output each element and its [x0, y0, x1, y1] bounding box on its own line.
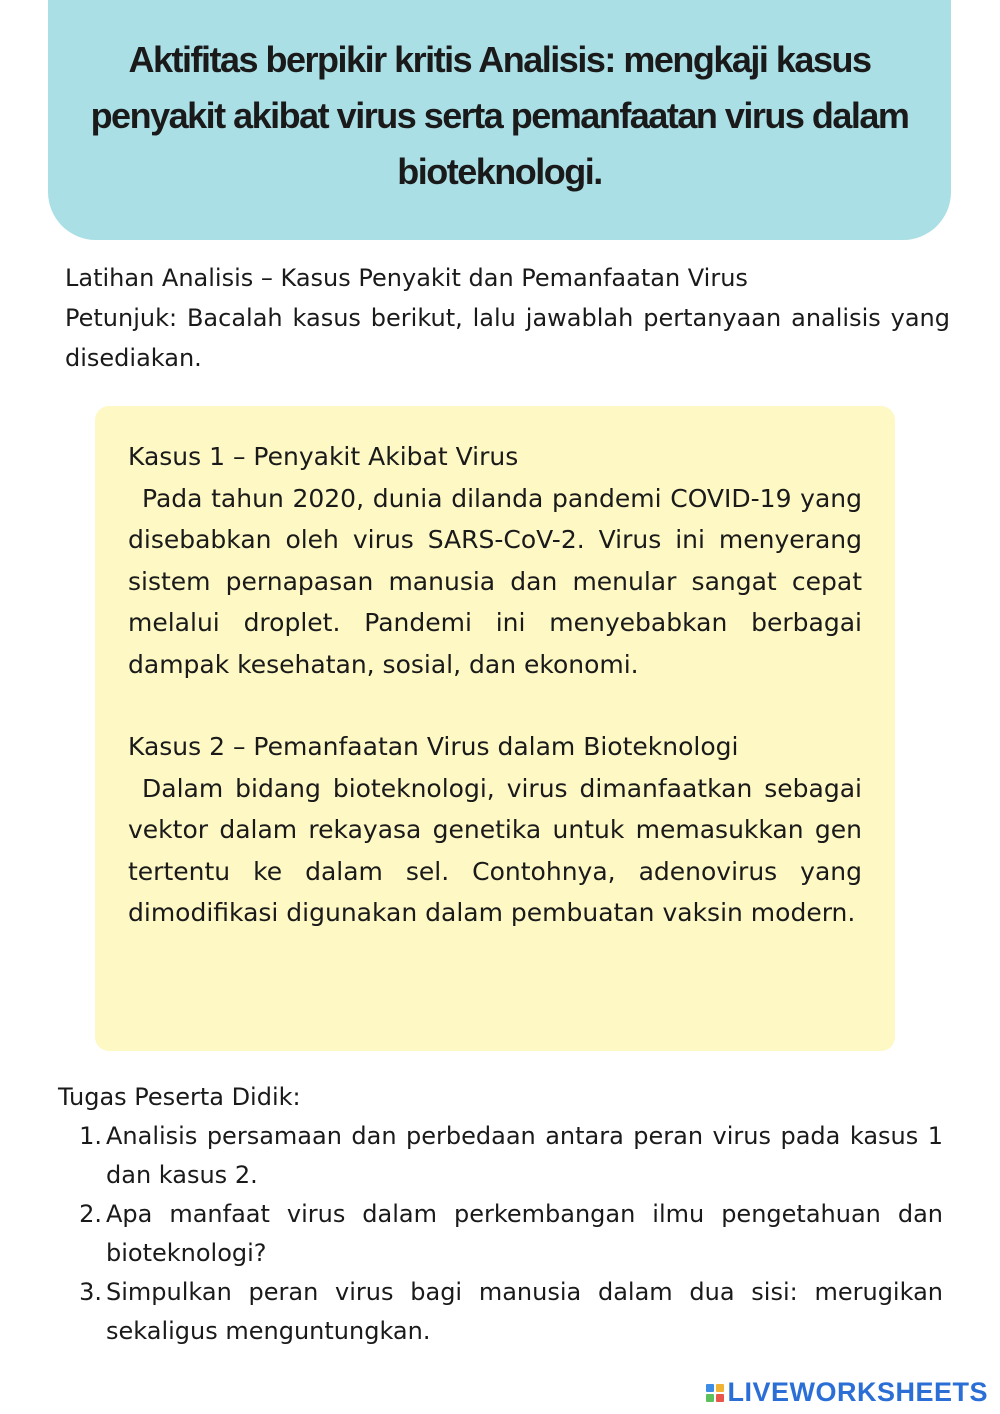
logo-square: [716, 1384, 724, 1392]
case-1: [128, 436, 862, 685]
task-item: [58, 1117, 943, 1195]
liveworksheets-logo-icon: [706, 1384, 724, 1402]
instructions-text: Petunjuk: Bacalah kasus berikut, lalu jawablah pertanyaan analisis yang disediakan.: [65, 304, 950, 372]
liveworksheets-logo[interactable]: [706, 1377, 988, 1408]
task-text: Apa manfaat virus dalam perkembangan ilmu pengetahuan dan bioteknologi?: [106, 1200, 943, 1267]
logo-text: LIVEWORKSHEETS: [727, 1377, 988, 1407]
task-item: [58, 1195, 943, 1273]
logo-square: [716, 1394, 724, 1402]
task-item: [58, 1273, 943, 1351]
intro-section: [65, 258, 950, 378]
tasks-section: [58, 1078, 943, 1351]
case-2: [128, 726, 862, 934]
task-text: Simpulkan peran virus bagi manusia dalam dua sisi: merugikan sekaligus menguntungkan.: [106, 1278, 943, 1345]
tasks-title: Tugas Peserta Didik:: [58, 1083, 301, 1111]
task-text: Analisis persamaan dan perbedaan antara peran virus pada kasus 1 dan kasus 2.: [106, 1122, 943, 1189]
task-number: 3.: [79, 1278, 102, 1306]
case-1-title: Kasus 1 – Penyakit Akibat Virus: [128, 442, 519, 471]
task-list: [58, 1117, 943, 1351]
logo-square: [706, 1384, 714, 1392]
case-1-text: Pada tahun 2020, dunia dilanda pandemi COVID-19 yang disebabkan oleh virus SARS-CoV-2. Virus ini menyerang sistem pernapasan manusia dan menular sangat cepat melalui droplet. Pandemi ini menyebabkan berbagai dampak kesehatan, sosial, dan ekonomi.: [128, 483, 862, 679]
header-banner: [48, 0, 951, 240]
case-2-text: Dalam bidang bioteknologi, virus dimanfaatkan sebagai vektor dalam rekayasa genetika untuk memasukkan gen tertentu ke dalam sel. Contohnya, adenovirus yang dimodifikasi digunakan dalam pembuatan vaksin modern.: [128, 773, 862, 927]
case-box: [95, 406, 895, 1051]
page-title: Aktifitas berpikir kritis Analisis: mengkaji kasus penyakit akibat virus serta pemanfaatan virus dalam bioteknologi.: [90, 39, 909, 192]
task-number: 1.: [79, 1122, 102, 1150]
case-2-title: Kasus 2 – Pemanfaatan Virus dalam Bioteknologi: [128, 732, 739, 761]
task-number: 2.: [79, 1200, 102, 1228]
logo-square: [706, 1394, 714, 1402]
exercise-heading: Latihan Analisis – Kasus Penyakit dan Pemanfaatan Virus: [65, 264, 748, 292]
